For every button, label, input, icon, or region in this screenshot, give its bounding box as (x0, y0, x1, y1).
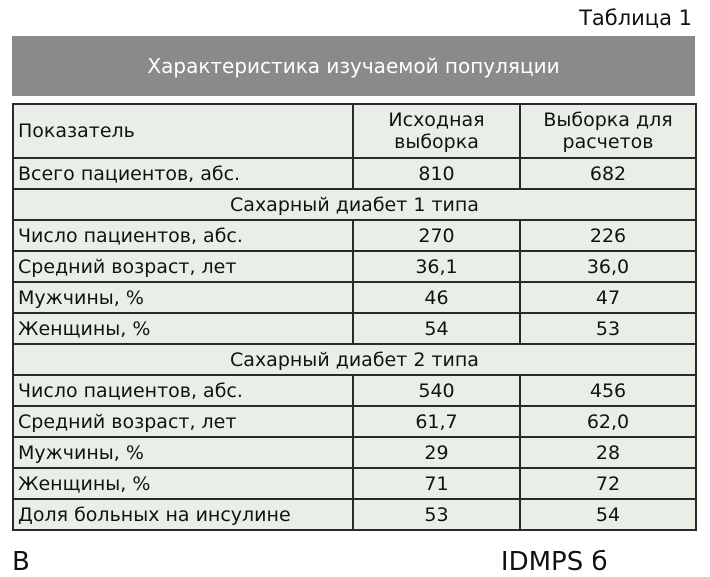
row-label: Средний возраст, лет (13, 406, 353, 437)
row-value-original: 61,7 (353, 406, 520, 437)
row-value-calc: 28 (520, 437, 696, 468)
table-row (13, 375, 696, 406)
row-value-calc: 47 (520, 282, 696, 313)
row-value-original: 810 (353, 158, 520, 189)
row-value-original: 53 (353, 499, 520, 530)
table-row (13, 158, 696, 189)
table-row (13, 220, 696, 251)
row-value-original: 36,1 (353, 251, 520, 282)
row-value-original: 46 (353, 282, 520, 313)
table-row (13, 437, 696, 468)
row-value-calc: 226 (520, 220, 696, 251)
row-value-original: 54 (353, 313, 520, 344)
header-param: Показатель (13, 104, 353, 158)
row-label: Доля больных на инсулине (13, 499, 353, 530)
section-title: Сахарный диабет 1 типа (13, 189, 696, 220)
section-header-row (13, 189, 696, 220)
header-calc-sample: Выборка для расчетов (520, 104, 696, 158)
row-label: Число пациентов, абс. (13, 375, 353, 406)
header-original-sample: Исходная выборка (353, 104, 520, 158)
row-value-original: 71 (353, 468, 520, 499)
table-title-banner: Характеристика изучаемой популяции (12, 36, 695, 96)
row-label: Женщины, % (13, 313, 353, 344)
row-label: Мужчины, % (13, 282, 353, 313)
row-value-original: 29 (353, 437, 520, 468)
row-label: Всего пациентов, абс. (13, 158, 353, 189)
row-value-calc: 36,0 (520, 251, 696, 282)
table-row (13, 406, 696, 437)
row-label: Средний возраст, лет (13, 251, 353, 282)
row-value-original: 270 (353, 220, 520, 251)
table-header-row (13, 104, 696, 158)
table-row (13, 468, 696, 499)
row-label: Женщины, % (13, 468, 353, 499)
row-value-calc: 682 (520, 158, 696, 189)
section-title: Сахарный диабет 2 типа (13, 344, 696, 375)
row-label: Мужчины, % (13, 437, 353, 468)
table-number: Таблица 1 (579, 6, 692, 30)
cut-off-body-text (12, 547, 702, 577)
row-value-calc: 53 (520, 313, 696, 344)
table-row (13, 499, 696, 530)
row-value-original: 540 (353, 375, 520, 406)
cut-off-line: В IDMPS б (12, 547, 608, 577)
table-row (13, 282, 696, 313)
row-value-calc: 54 (520, 499, 696, 530)
row-label: Число пациентов, абс. (13, 220, 353, 251)
population-table (12, 103, 697, 531)
section-header-row (13, 344, 696, 375)
row-value-calc: 62,0 (520, 406, 696, 437)
row-value-calc: 72 (520, 468, 696, 499)
table-row (13, 313, 696, 344)
table-row (13, 251, 696, 282)
row-value-calc: 456 (520, 375, 696, 406)
